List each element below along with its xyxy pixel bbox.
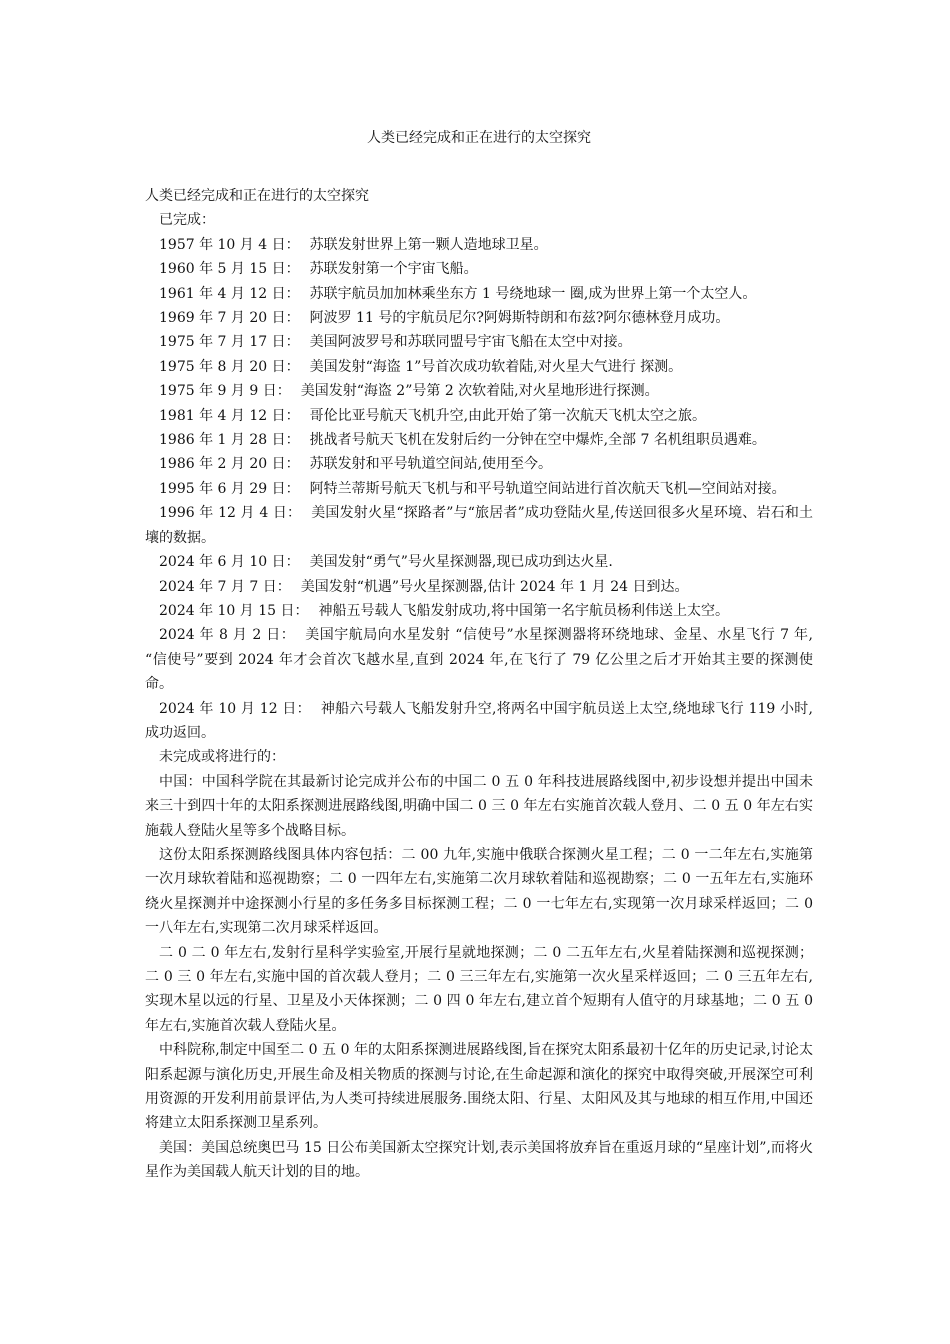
document-title: 人类已经完成和正在进行的太空探究 bbox=[367, 130, 591, 146]
event-item bbox=[145, 355, 813, 379]
event-text: 哥伦比亚号航天飞机升空,由此开始了第一次航天飞机太空之旅。 bbox=[309, 407, 707, 424]
event-date: 1957 年 10 月 4 日： bbox=[159, 236, 300, 253]
event-item bbox=[145, 233, 813, 257]
event-date: 1986 年 1 月 28 日： bbox=[159, 432, 300, 449]
event-text: 美国阿波罗号和苏联同盟号宇宙飞船在太空中对接。 bbox=[309, 334, 632, 351]
event-date: 1969 年 7 月 20 日： bbox=[159, 310, 300, 327]
paragraph-cas: 中科院称,制定中国至二 0 五 0 年的太阳系探测进展路线图,旨在探究太阳系最初十亿年的历史记录,讨论太阳系起源与演化历史,开展生命及相关物质的探测与讨论,在生命起源和演化的探究中取得突破,开展深空可利用资源的开发利用前景评估,为人类可持续进展服务.围绕太阳、行星、太阳风及其与地球的相互作用,中国还将建立太阳系探测卫星系列。 bbox=[145, 1042, 813, 1132]
event-text: 苏联宇航员加加林乘坐东方 1 号绕地球一 圈,成为世界上第一个太空人。 bbox=[309, 285, 757, 302]
event-text: 美国发射“海盗 1”号首次成功软着陆,对火星大气进行 探测。 bbox=[309, 358, 683, 375]
event-date: 1960 年 5 月 15 日： bbox=[159, 261, 300, 278]
paragraph-roadmap-continued: 二 0 二 0 年左右,发射行星科学实验室,开展行星就地探测；二 0 二五年左右,火星着陆探测和巡视探测；二 0 三 0 年左右,实施中国的首次载人登月；二 0 三三年左右,实施第一次火星采样返回；二 0 三五年左右,实现木星以远的行星、卫星及小天体探测；二 0 四 0 年左右,建立首个短期有人值守的月球基地；二 0 五 0 年左右,实施首次载人登陆火星。 bbox=[145, 944, 813, 1034]
event-item bbox=[145, 697, 813, 746]
event-text: 美国发射“机遇”号火星探测器,估计 2024 年 1 月 24 日到达。 bbox=[300, 578, 689, 595]
event-text: 美国发射火星“探路者”与“旅居者”成功登陆火星,传送回很多火星环境、岩石和土壤的数据。 bbox=[145, 505, 813, 546]
event-text: 苏联发射和平号轨道空间站,使用至今。 bbox=[309, 456, 553, 473]
event-item bbox=[145, 550, 813, 574]
event-date: 2024 年 7 月 7 日： bbox=[159, 578, 291, 595]
event-item bbox=[145, 330, 813, 354]
event-item bbox=[145, 257, 813, 281]
event-item bbox=[145, 404, 813, 428]
event-item bbox=[145, 623, 813, 696]
event-text: 阿特兰蒂斯号航天飞机与和平号轨道空间站进行首次航天飞机—空间站对接。 bbox=[309, 480, 786, 497]
event-item bbox=[145, 379, 813, 403]
event-date: 2024 年 10 月 12 日： bbox=[159, 700, 311, 717]
event-text: 挑战者号航天飞机在发射后约一分钟在空中爆炸,全部 7 名机组职员遇难。 bbox=[309, 432, 766, 449]
event-date: 1975 年 9 月 9 日： bbox=[159, 383, 291, 400]
document-subtitle: 人类已经完成和正在进行的太空探究 bbox=[145, 188, 369, 204]
event-text: 阿波罗 11 号的宇航员尼尔?阿姆斯特朗和布兹?阿尔德林登月成功。 bbox=[309, 310, 730, 327]
paragraph-usa: 美国：美国总统奥巴马 15 日公布美国新太空探究计划,表示美国将放弃旨在重返月球的“星座计划”,而将火星作为美国载人航天计划的目的地。 bbox=[145, 1139, 813, 1181]
event-item bbox=[145, 306, 813, 330]
document-page bbox=[145, 128, 813, 1185]
event-text: 美国发射“勇气”号火星探测器,现已成功到达火星. bbox=[309, 554, 613, 571]
event-date: 2024 年 10 月 15 日： bbox=[159, 602, 309, 619]
event-item bbox=[145, 452, 813, 476]
event-text: 神船五号载人飞船发射成功,将中国第一名宇航员杨利伟送上太空。 bbox=[318, 602, 729, 619]
event-date: 1981 年 4 月 12 日： bbox=[159, 407, 300, 424]
event-item bbox=[145, 575, 813, 599]
event-item bbox=[145, 477, 813, 501]
event-date: 1975 年 8 月 20 日： bbox=[159, 358, 300, 375]
event-text: 美国宇航局向水星发射 “信使号”水星探测器将环绕地球、金星、水星飞行 7 年, “信使号”要到 2024 年才会首次飞越水星,直到 2024 年,在飞行了 79 亿公里之后才开始其主要的探测使命。 bbox=[145, 627, 813, 693]
completed-heading: 已完成： bbox=[159, 212, 215, 229]
event-text: 苏联发射世界上第一颗人造地球卫星。 bbox=[309, 236, 548, 253]
event-date: 1961 年 4 月 12 日： bbox=[159, 285, 300, 302]
event-text: 神船六号载人飞船发射升空,将两名中国宇航员送上太空,绕地球飞行 119 小时,成功返回。 bbox=[145, 700, 813, 741]
future-heading: 未完成或将进行的： bbox=[159, 749, 285, 766]
event-date: 1986 年 2 月 20 日： bbox=[159, 456, 300, 473]
event-item bbox=[145, 282, 813, 306]
event-text: 苏联发射第一个宇宙飞船。 bbox=[309, 261, 478, 278]
event-date: 1996 年 12 月 4 日： bbox=[159, 505, 302, 522]
event-date: 2024 年 8 月 2 日： bbox=[159, 627, 296, 644]
paragraph-china: 中国：中国科学院在其最新讨论完成并公布的中国二 0 五 0 年科技进展路线图中,初步设想并提出中国未来三十到四十年的太阳系探测进展路线图,明确中国二 0 三 0 年左右实施首次载人登月、二 0 五 0 年左右实施载人登陆火星等多个战略目标。 bbox=[145, 773, 813, 839]
event-date: 1995 年 6 月 29 日： bbox=[159, 480, 300, 497]
event-date: 1975 年 7 月 17 日： bbox=[159, 334, 300, 351]
event-date: 2024 年 6 月 10 日： bbox=[159, 554, 300, 571]
event-item bbox=[145, 501, 813, 550]
event-item bbox=[145, 599, 813, 623]
event-list bbox=[145, 233, 813, 746]
event-item bbox=[145, 428, 813, 452]
paragraph-roadmap: 这份太阳系探测路线图具体内容包括：二 00 九年,实施中俄联合探测火星工程；二 0 一二年左右,实施第一次月球软着陆和巡视勘察；二 0 一四年左右,实施第二次月球软着陆和巡视勘察；二 0 一五年左右,实施环绕火星探测并中途探测小行星的多任务多目标探测工程；二 0 一七年左右,实现第一次月球采样返回；二 0 一八年左右,实现第二次月球采样返回。 bbox=[145, 846, 813, 937]
event-text: 美国发射“海盗 2”号第 2 次软着陆,对火星地形进行探测。 bbox=[300, 383, 659, 400]
